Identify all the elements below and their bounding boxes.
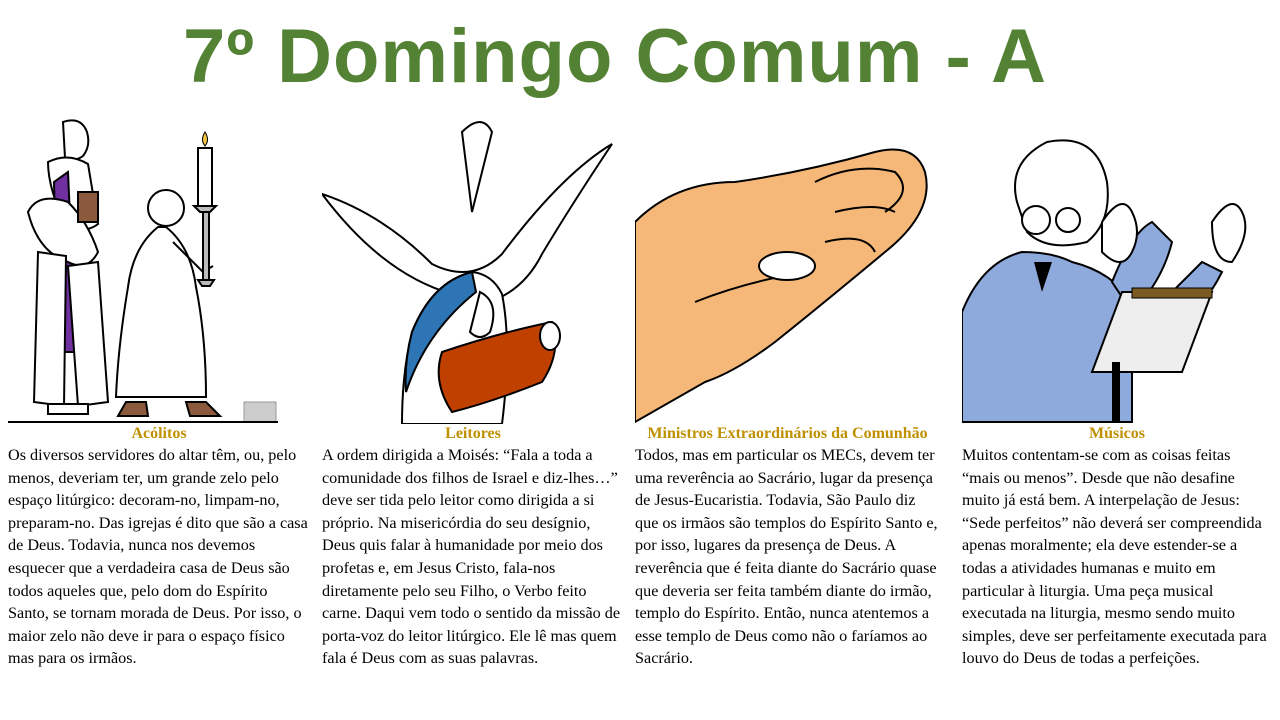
heading-ministros: Ministros Extraordinários da Comunhão — [647, 425, 928, 442]
page-title: 7º Domingo Comum - A — [182, 14, 1047, 99]
text-leitores: A ordem dirigida a Moisés: “Fala a toda a comunidade dos filhos de Israel e diz-lhes…” deve ser tida pelo leitor como dirigida a si próprio. Na misericórdia do seu desígnio, Deus quis falar à humanidade por meio dos profetas e, em Jesus Cristo, fala-nos diretamente pelo seu Filho, o Verbo feito carne. Daqui vem todo o sentido da missão de porta-voz do leitor litúrgico. Ele lê mas quem fala é Deus com as suas palavras. — [322, 446, 621, 668]
heading-musicos: Músicos — [1089, 425, 1145, 442]
text-ministros: Todos, mas em particular os MECs, devem ter uma reverência ao Sacrário, lugar da presença de Jesus-Eucaristia. Todavia, São Paulo diz que os irmãos são templos do Espírito Santo e, por isso, lugares da presença de Deus. A reverência que é feita diante do Sacrário quase que deveria ser feita também diante do irmão, templo do Espírito. Então, nunca atentemos a esse templo de Deus como não o faríamos ao Sacrário. — [635, 446, 938, 668]
dove-reader-illustration — [322, 112, 622, 424]
altar-servers-illustration — [8, 112, 288, 424]
column-ministros — [635, 112, 940, 670]
column-leitores — [322, 112, 624, 670]
text-musicos: Muitos contentam-se com as coisas feitas “mais ou menos”. Desde que não desafine muito já está bem. A interpelação de Jesus: “Sede perfeitos” não deverá ser compreendida apenas moralmente; ela deve estender-se a todas a atividades humanas e muito em particular à liturgia. Uma peça musical executada na liturgia, mesmo sendo muito simples, deve ser perfeitamente executada para louvo do Deus de todas a perfeições. — [962, 446, 1267, 668]
column-acolitos — [8, 112, 310, 670]
heading-leitores: Leitores — [445, 425, 501, 442]
text-acolitos: Os diversos servidores do altar têm, ou, pelo menos, deveriam ter, um grande zelo pelo espaço litúrgico: decoram-no, limpam-no, preparam-no. Das igrejas é dito que são a casa de Deus. Todavia, nunca nos devemos esquecer que a verdadeira casa de Deus são todos aqueles que, pelo dom do Espírito Santo, se tornam morada de Deus. Por isso, o maior zelo não deve ir para o espaço físico mas para os irmãos. — [8, 446, 308, 668]
column-musicos — [962, 112, 1272, 670]
heading-acolitos: Acólitos — [131, 425, 187, 442]
hands-host-illustration — [635, 112, 935, 424]
conductor-illustration — [962, 112, 1262, 424]
